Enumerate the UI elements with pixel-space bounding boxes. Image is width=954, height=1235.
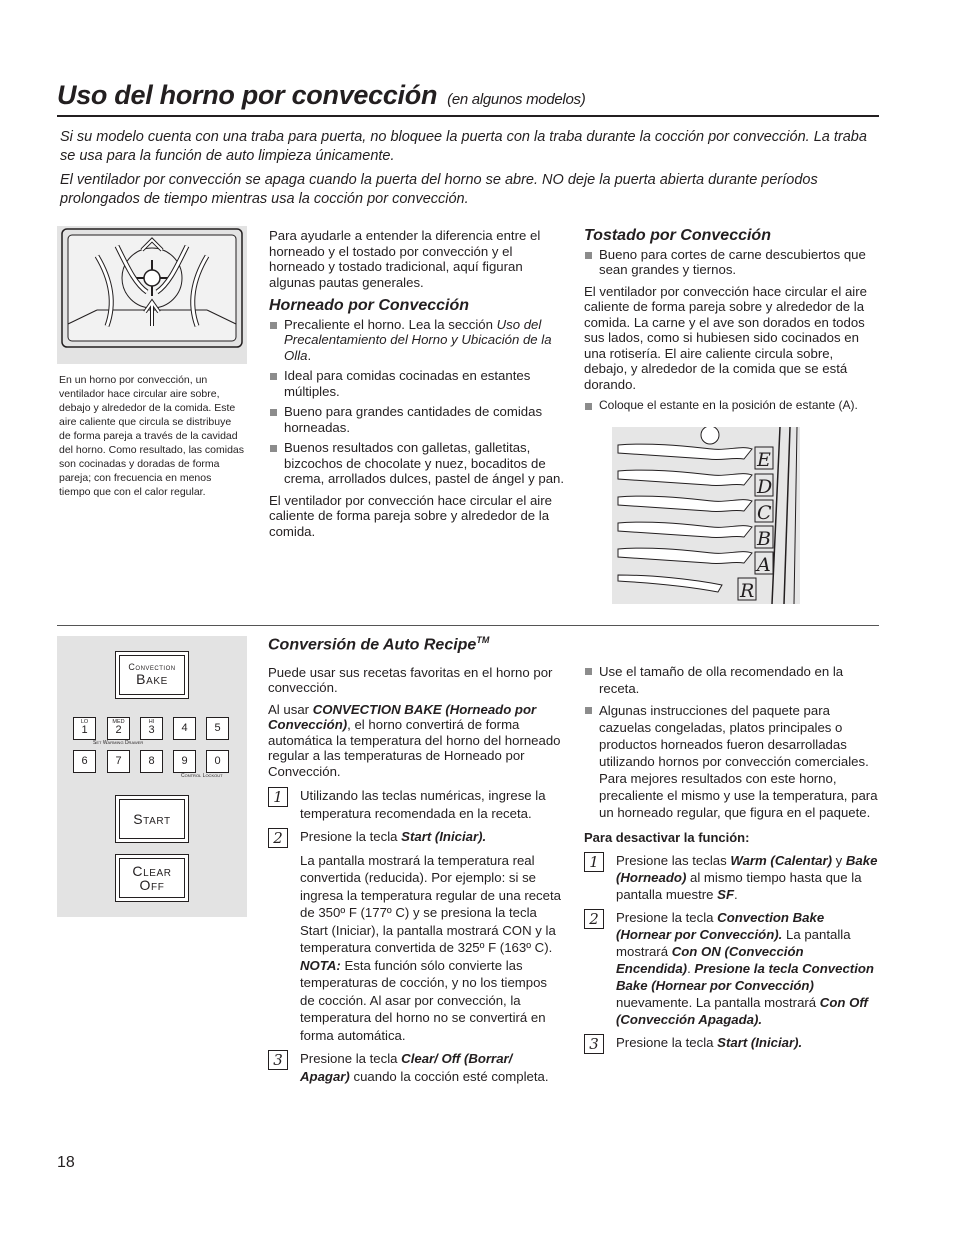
key-4[interactable]: 4 [173,717,196,740]
auto-recipe-description: Al usar CONVECTION BAKE (Horneado por Convección), el horno convertirá de forma automática la temperatura del horno del horneado regular a las temperaturas de Horneado por Convección. [268,701,561,779]
title-text: Uso del horno por convección [57,80,438,110]
oven-fan-diagram [57,226,247,354]
list-item: Coloque el estante en la posición de estante (A). [584,398,880,414]
step-3: 3 Presione la tecla Clear/ Off (Borrar/ Apagar) cuando la cocción esté completa. [268,1050,564,1085]
key-3[interactable]: HI 3 [140,717,163,740]
warming-drawer-label: Set Warming Drawer [93,740,144,746]
bake-column [269,228,569,545]
disable-step-1: 1 Presione las teclas Warm (Calentar) y Bake (Horneado) al mismo tiempo hasta que la pantalla muestre SF. [584,852,880,903]
control-lockout-label: Control Lockout [181,773,223,779]
list-item: Use el tamaño de olla recomendado en la receta. [584,663,880,697]
intro-paragraph-1: Si su modelo cuenta con una traba para puerta, no bloquee la puerta con la traba durante la cocción por convección. La traba se usa para la función de auto limpieza únicamente. [60,129,867,164]
convection-oven-illustration [57,226,247,354]
disable-column [584,663,880,1057]
convection-roast-list [584,247,880,278]
auto-recipe-column [268,633,564,1091]
disable-step-2: 2 Presione la tecla Convection Bake (Hornear por Convección). La pantalla mostrará Con ON (Convección Encendida). Presione la tecla Convection Bake (Hornear por Convección) nuevamente. La pantalla mostrará Con Off (Convección Apagada). [584,909,880,1028]
key-1[interactable]: LO 1 [73,717,96,740]
step-number: 2 [268,828,288,848]
rack-diagram [612,427,800,604]
illustration-base [57,354,247,364]
list-item: Buenos resultados con galletas, galletitas, bizcochos de chocolate y nuez, bocaditos de crema, arrollados dulces, pastel de ángel y pan. [269,440,569,487]
roast-paragraph: El ventilador por convección hace circular el aire caliente de forma pareja sobre y alrededor de la comida. La carne y el ave son dorados en todos sus lados, como si hubiesen sido cocinados en una rotisería. El aire caliente circula sobre, debajo, y alrededor de la comida que se está dorando. [584,283,867,392]
oven-caption: En un horno por convección, un ventilador hace circular aire sobre, debajo y alrededor de la comida. Este aire caliente que circula se distribuye de forma pareja a través de la cavidad del horno. Como resultado, las comidas son cocinadas y doradas de forma pareja; con frecuencia en menos tiempo que con el calor regular. [59,374,245,498]
rack-letter-b: B [757,528,771,550]
rack-letter-e: E [757,449,771,471]
keypad-panel [57,636,247,917]
rack-letter-r: R [740,580,755,602]
guidelines-intro: Para ayudarle a entender la diferencia entre el horneado y el tostado por convección y el horneado y tostado tradicional, aquí figuran algunas pautas generales. [269,228,541,290]
rack-position-list [584,398,880,414]
key-8[interactable]: 8 [140,750,163,773]
title-subtitle: (en algunos modelos) [447,91,586,108]
disable-heading: Para desactivar la función: [584,830,750,845]
key-5[interactable]: 5 [206,717,229,740]
step-number: 1 [584,852,604,872]
clear-off-key[interactable]: Clear Off [119,858,185,898]
key-7[interactable]: 7 [107,750,130,773]
list-item: Algunas instrucciones del paquete para cazuelas congeladas, platos principales o productos horneados fueron desarrolladas utilizando hornos por convección comerciales. Para mejores resultados con este horno, precaliente el mismo y use la temperatura, para un horneado regular, que figura en el paquete. [584,702,880,821]
rack-letter-c: C [757,502,772,524]
step-number: 2 [584,909,604,929]
step-number: 3 [268,1050,288,1070]
intro-paragraph-2: El ventilador por convección se apaga cuando la puerta del horno se abre. NO deje la puerta abierta durante períodos prolongados de tiempo mientras usa la cocción por convección. [60,172,818,207]
key-6[interactable]: 6 [73,750,96,773]
key-2[interactable]: MED 2 [107,717,130,740]
step-2-note: NOTA: Esta función sólo convierte las temperaturas de cocción, y no los tiempos de cocción. Al asar por convección, la temperatura del horno no se convertirá en forma automática. [300,957,548,1043]
disable-step-3: 3 Presione la tecla Start (Iniciar). [584,1034,880,1051]
rack-positions-illustration [612,427,800,604]
page-number: 18 [57,1154,75,1171]
step-number: 1 [268,787,288,807]
title-rule [57,115,879,117]
convection-bake-list [269,317,569,487]
intro-block [60,128,878,214]
bake-outro: El ventilador por convección hace circular el aire caliente de forma pareja sobre y alrededor de la comida. [269,492,552,539]
auto-recipe-heading: Conversión de Auto Recipe™ [268,635,490,654]
rack-letter-a: A [757,554,771,576]
list-item: Precaliente el horno. Lea la sección Uso del Precalentamiento del Horno y Ubicación de la Olla. [269,317,569,364]
step-2-detail: La pantalla mostrará la temperatura real convertida (reducida). Por ejemplo: si se ingresa la temperatura regular de una receta de 350º F (177º C) y se presiona la tecla Start (Iniciar), la pantalla mostrará CON y la temperatura convertida de 325º F (163º C). [300,852,561,956]
start-key[interactable]: Start [119,799,185,839]
key-0[interactable]: 0 [206,750,229,773]
usage-notes-list [584,663,880,821]
convection-bake-heading: Horneado por Convección [269,297,470,314]
rack-letter-d: D [757,476,773,498]
convection-roast-heading: Tostado por Convección [584,227,771,244]
convection-bake-key[interactable]: Convection Bake [119,655,185,695]
key-9[interactable]: 9 [173,750,196,773]
section-divider [57,625,879,626]
auto-recipe-intro: Puede usar sus recetas favoritas en el horno por convección. [268,664,553,696]
list-item: Bueno para grandes cantidades de comidas horneadas. [269,404,569,435]
page-title [57,80,585,111]
step-number: 3 [584,1034,604,1054]
step-1: 1 Utilizando las teclas numéricas, ingrese la temperatura recomendada en la receta. [268,787,564,822]
list-item: Ideal para comidas cocinadas en estantes múltiples. [269,368,569,399]
roast-column [584,228,880,420]
step-2: 2 Presione la tecla Start (Iniciar). La pantalla mostrará la temperatura real convertida (reducida). Por ejemplo: si se ingresa la temperatura regular de una receta de 350º F (177º C) y se presiona la tecla Start (Iniciar), la pantalla mostrará CON y la temperatura convertida de 325º F (163º C). NOTA: Esta función sólo convierte las temperaturas de cocción, y no los tiempos de cocción. Al asar por convección, la temperatura del horno no se convertirá en forma automática. [268,828,564,1044]
list-item: Bueno para cortes de carne descubiertos que sean grandes y tiernos. [584,247,880,278]
